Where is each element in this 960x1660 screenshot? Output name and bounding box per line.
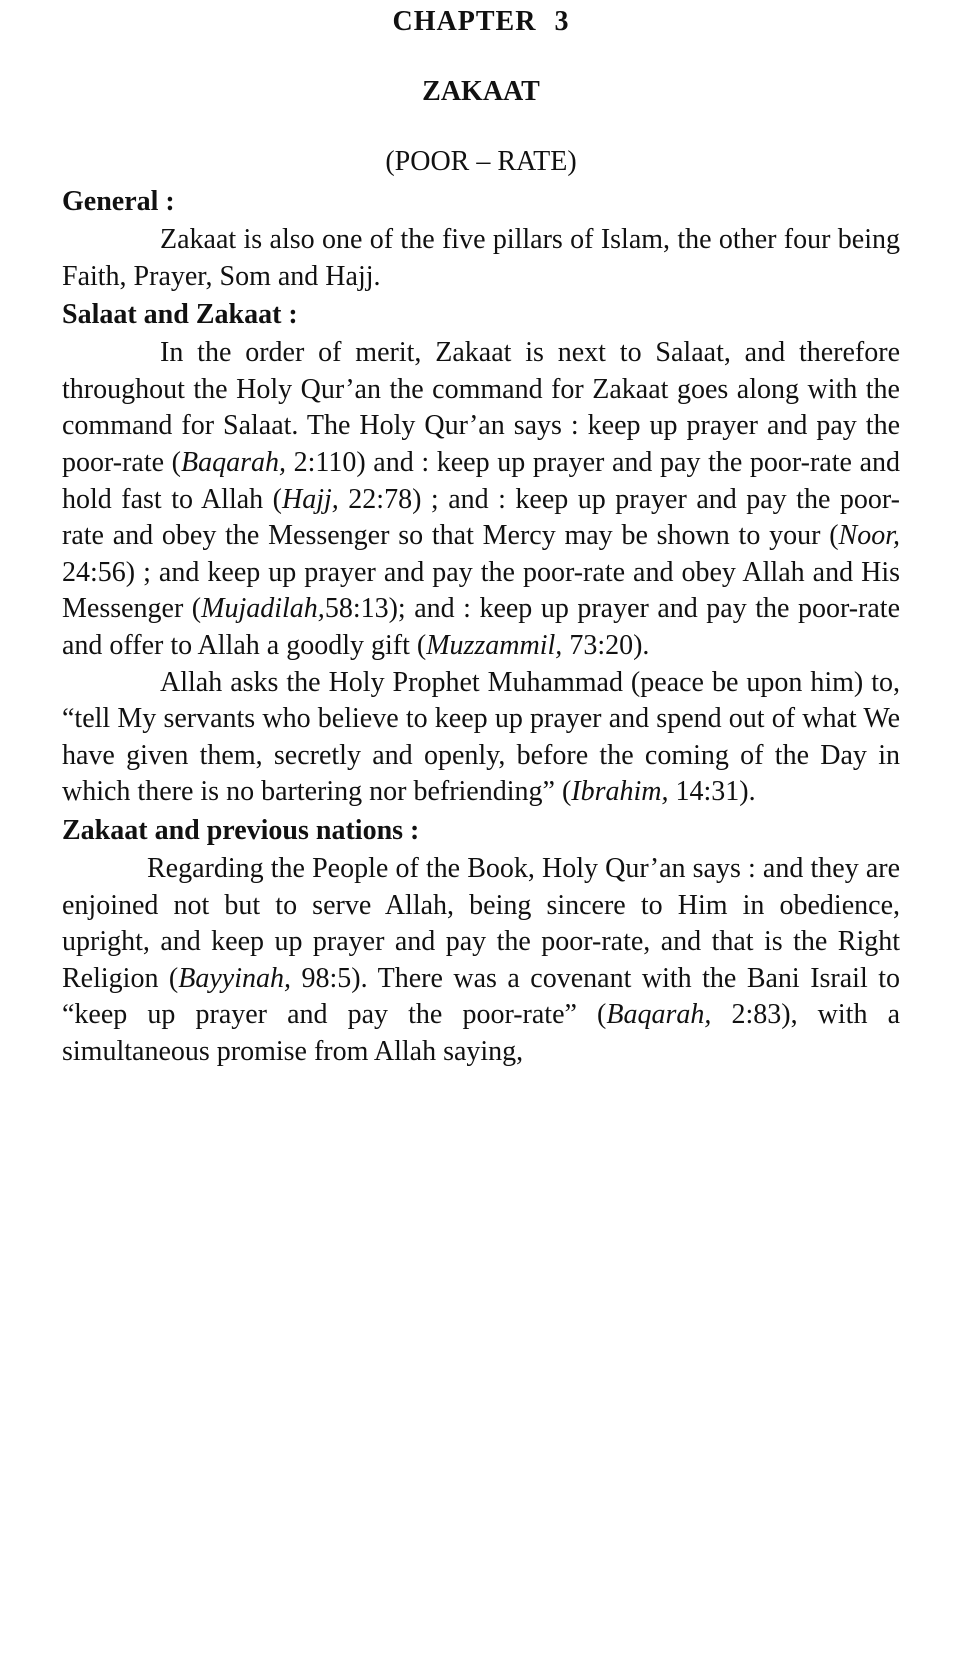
paragraph-salaat-allah-asks — [62, 665, 900, 811]
chapter-subtitle: (POOR – RATE) — [385, 146, 577, 177]
reference-ibrahim: Ibrahim, — [571, 776, 669, 808]
text-run: 2:110) and : keep up prayer and pay the poor-rate and hold fast to Allah ( — [62, 446, 900, 515]
section-heading-previous-nations: Zakaat and previous nations : — [62, 814, 420, 846]
text-run: 24:56) ; and keep up prayer and pay the poor-rate and obey Allah and His Messenger ( — [62, 556, 900, 625]
book-page — [62, 0, 900, 1070]
paragraph-salaat-order-of-merit — [62, 335, 900, 664]
text-run: 22:78) ; and : keep up prayer and pay the poor-rate and obey the Messenger so that Mercy may be shown to your ( — [62, 483, 900, 552]
section-salaat-and-zakaat — [62, 295, 900, 811]
text-run: 2:83), with a simultaneous promise from Allah saying, — [62, 999, 900, 1067]
paragraph-people-of-the-book — [62, 851, 900, 1071]
reference-hajj: Hajj, — [282, 483, 339, 515]
text-run: 58:13); and : keep up prayer and pay the poor-rate and offer to Allah a goodly gift ( — [62, 593, 900, 661]
text-run: In the order of merit, Zakaat is next to Salaat, and therefore throughout the Holy Qur’an the command for Zakaat goes along with the command for Salaat. The Holy Qur’an says : keep up prayer and pay the poor-rate ( — [62, 337, 900, 478]
section-heading-general: General : — [62, 186, 175, 217]
reference-noor: Noor, — [838, 520, 900, 552]
text-run: 14:31). — [668, 776, 756, 808]
reference-baqarah-2: Baqarah, — [606, 999, 712, 1031]
reference-muzzammil: Muzzammil, — [426, 629, 563, 661]
text-run: Allah asks the Holy Prophet Muhammad (peace be upon him) to, “tell My servants who believe to keep up prayer and spend out of what We have given them, secretly and openly, before the coming of the Day in which there is no bartering nor befriending” ( — [62, 666, 900, 808]
paragraph-general: Zakaat is also one of the five pillars of Islam, the other four being Faith, Prayer, Som and Hajj. — [62, 224, 900, 292]
text-run: 98:5). There was a covenant with the Bani Israil to “keep up prayer and pay the poor-rate” ( — [62, 962, 900, 1031]
text-run: Regarding the People of the Book, Holy Qur’an says : and they are enjoined not but to serve Allah, being sincere to Him in obedience, upright, and keep up prayer and pay the poor-rate, and that is the Right Religion ( — [62, 852, 900, 994]
section-previous-nations — [62, 811, 900, 1071]
section-heading-salaat: Salaat and Zakaat : — [62, 299, 298, 331]
reference-mujadilah: Mujadilah, — [201, 593, 325, 625]
reference-baqarah: Baqarah, — [181, 446, 286, 478]
chapter-number: CHAPTER 3 — [392, 6, 570, 37]
chapter-title: ZAKAAT — [422, 76, 540, 107]
text-run: 73:20). — [562, 629, 650, 661]
section-general — [62, 182, 900, 295]
reference-bayyinah: Bayyinah, — [178, 962, 292, 994]
